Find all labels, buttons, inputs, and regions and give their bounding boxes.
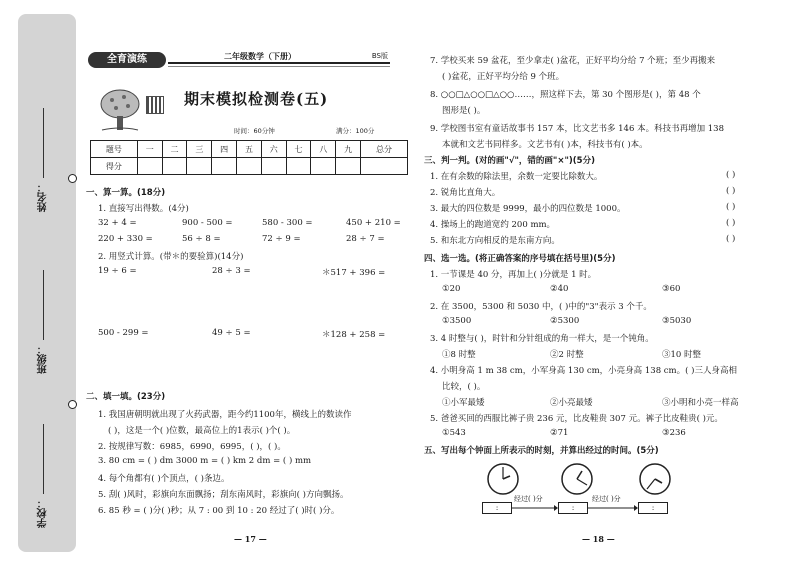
choice-option: ③小明和小亮一样高 — [662, 398, 739, 408]
score-cell[interactable] — [212, 158, 237, 175]
school-field[interactable]: 学校： — [28, 424, 58, 528]
score-row — [91, 141, 408, 158]
score-cell[interactable] — [162, 158, 187, 175]
page-title: 期末模拟检测卷(五) — [184, 90, 329, 108]
score-cell: 题号 — [91, 141, 138, 158]
calc-item: 32 + 4 = — [98, 218, 137, 228]
binding-strip — [18, 14, 76, 552]
score-cell: 二 — [162, 141, 187, 158]
answer-paren[interactable]: ( ) — [726, 202, 736, 212]
score-cell: 八 — [311, 141, 336, 158]
fill-1a: 1. 我国唐朝明就出现了火药武器，距今约1100年，横线上的数读作 — [98, 410, 352, 420]
answer-paren[interactable]: ( ) — [726, 234, 736, 244]
vertical-calc-item: 49 ÷ 5 = — [212, 328, 251, 338]
choice-option: ②40 — [550, 284, 569, 294]
binding-hole — [68, 400, 77, 409]
fill-7b: ( )盆花，正好平均分给 9 个班。 — [442, 72, 565, 82]
fill-4: 4. 每个角都有( )个顶点，( )条边。 — [98, 474, 230, 484]
choice-option: ①20 — [442, 284, 461, 294]
answer-paren[interactable]: ( ) — [726, 218, 736, 228]
choice-option: ①3500 — [442, 316, 472, 326]
fill-5: 5. 刮( )风时，彩旗向东面飘扬；刮东南风时，彩旗向( )方向飘扬。 — [98, 490, 349, 500]
choice-option: ③60 — [662, 284, 681, 294]
choice-option: ①小军最矮 — [442, 398, 485, 408]
elapsed-label-2: 经过( )分 — [592, 495, 621, 503]
judge-statement: 4. 操场上的跑道宽约 200 mm。 — [430, 220, 556, 230]
score-cell: 总分 — [361, 141, 408, 158]
judge-statement: 1. 在有余数的除法里，余数一定要比除数大。 — [430, 172, 603, 182]
choice-option: ②5300 — [550, 316, 580, 326]
score-cell: 六 — [261, 141, 286, 158]
vertical-calc-item: 500 - 299 = — [98, 328, 149, 338]
choice-5: 5. 爸爸买回的西服比裤子贵 236 元，比皮鞋贵 307 元。裤子比皮鞋贵( )元。 — [430, 414, 723, 424]
vertical-calc-item: 19 ÷ 6 = — [98, 266, 137, 276]
choice-option: ③10 时整 — [662, 350, 702, 360]
section-4-heading: 四、选一选。(将正确答案的序号填在括号里)(5分) — [424, 254, 616, 264]
section-1-heading: 一、算一算。(18分) — [86, 188, 166, 198]
judge-statement: 2. 锐角比直角大。 — [430, 188, 501, 198]
full-score: 满分：100分 — [336, 127, 375, 135]
page-header — [88, 52, 388, 72]
calc-item: 56 ÷ 8 = — [182, 234, 221, 244]
score-cell[interactable] — [361, 158, 408, 175]
time-box-2[interactable]: : — [558, 502, 588, 514]
choice-4b: 比较，( )。 — [442, 382, 486, 392]
clock-face-3 — [638, 462, 672, 496]
choice-option: ②小亮最矮 — [550, 398, 593, 408]
fill-1b: ( )，这是一个( )位数，最高位上的1表示( )个( )。 — [108, 426, 296, 436]
choice-option: ①8 时整 — [442, 350, 476, 360]
score-row — [91, 158, 408, 175]
section-3-heading: 三、判一判。(对的画"√"，错的画"×")(5分) — [424, 156, 595, 166]
fill-8a: 8. ○○□△○○□△○○……，照这样下去，第 30 个图形是( )，第 48 个 — [430, 90, 701, 100]
tree-illustration-icon — [98, 88, 142, 132]
vertical-calc-item: ＊517 + 396 = — [322, 268, 386, 278]
fill-3: 3. 80 cm = ( ) dm 3000 m = ( ) km 2 dm = ( ) mm — [98, 456, 312, 466]
choice-option: ①543 — [442, 428, 466, 438]
page-number: — 18 — — [582, 534, 615, 544]
choice-option: ②71 — [550, 428, 569, 438]
elapsed-label-1: 经过( )分 — [514, 495, 543, 503]
choice-4a: 4. 小明身高 1 m 38 cm，小军身高 130 cm，小亮身高 138 cm。( )三人身高相 — [430, 366, 737, 376]
choice-3: 3. 4 时整与( )，时针和分针组成的角一样大，是一个钝角。 — [430, 334, 654, 344]
brand-logo: 全育演练 — [88, 52, 166, 68]
fill-7a: 7. 学校买来 59 盆花，至少拿走( )盆花，正好平均分给 7 个班；至少再搬来 — [430, 56, 716, 66]
score-table — [90, 140, 408, 175]
section-5-heading: 五、写出每个钟面上所表示的时刻，并算出经过的时间。(5分) — [424, 446, 659, 456]
fill-9b: 本就和文艺书同样多。文艺书有( )本，科技书有( )本。 — [442, 140, 648, 150]
score-cell: 一 — [137, 141, 162, 158]
score-cell[interactable] — [286, 158, 311, 175]
vertical-calc-item: ＊128 + 258 = — [322, 330, 386, 340]
calc-item: 580 - 300 = — [262, 218, 313, 228]
score-cell[interactable] — [137, 158, 162, 175]
score-cell[interactable] — [187, 158, 212, 175]
choice-option: ②2 时整 — [550, 350, 584, 360]
section-2-heading: 二、填一填。(23分) — [86, 392, 166, 402]
answer-paren[interactable]: ( ) — [726, 186, 736, 196]
answer-paren[interactable]: ( ) — [726, 170, 736, 180]
calc-item: 220 + 330 = — [98, 234, 153, 244]
choice-option: ③5030 — [662, 316, 692, 326]
score-cell: 七 — [286, 141, 311, 158]
clock-face-2 — [560, 462, 594, 496]
class-field[interactable]: 班级： — [28, 270, 58, 374]
judge-statement: 5. 和东北方向相反的是东南方向。 — [430, 236, 560, 246]
clock-face-1 — [486, 462, 520, 496]
binding-hole — [68, 174, 77, 183]
score-cell: 五 — [237, 141, 262, 158]
time-limit: 时间：60分钟 — [234, 127, 275, 135]
fill-6: 6. 85 秒 = ( )分( )秒；从 7 : 00 到 10 : 20 经过了( )时( )分。 — [98, 506, 340, 516]
time-box-3[interactable]: : — [638, 502, 668, 514]
score-cell: 四 — [212, 141, 237, 158]
qr-code-icon — [146, 96, 164, 114]
score-cell: 三 — [187, 141, 212, 158]
calc-item: 900 - 500 = — [182, 218, 233, 228]
page-17 — [84, 0, 406, 566]
score-cell[interactable] — [336, 158, 361, 175]
question-1-1: 1. 直接写出得数。(4分) — [98, 204, 189, 214]
question-1-2: 2. 用竖式计算。(带＊的要验算)(14分) — [98, 252, 244, 262]
choice-1: 1. 一节课是 40 分，再加上( )分就是 1 时。 — [430, 270, 597, 280]
calc-item: 450 + 210 = — [346, 218, 401, 228]
choice-option: ③236 — [662, 428, 686, 438]
score-cell[interactable] — [261, 158, 286, 175]
fill-9a: 9. 学校图书室有童话故事书 157 本，比文艺书多 146 本。科技书再增加 138 — [430, 124, 724, 134]
subject-label: 二年级数学（下册） — [224, 52, 296, 61]
vertical-calc-item: 28 ÷ 3 = — [212, 266, 251, 276]
fill-2: 2. 按规律写数：6985，6990，6995，( )，( )。 — [98, 442, 286, 452]
time-box-1[interactable]: : — [482, 502, 512, 514]
score-cell[interactable]: 得分 — [91, 158, 138, 175]
score-cell[interactable] — [311, 158, 336, 175]
version-label: BS版 — [371, 52, 388, 60]
score-cell: 九 — [336, 141, 361, 158]
page-number: — 17 — — [234, 534, 267, 544]
choice-2: 2. 在 3500，5300 和 5030 中，( )中的"3"表示 3 个千。 — [430, 302, 652, 312]
calc-item: 72 ÷ 9 = — [262, 234, 301, 244]
fill-8b: 图形是( )。 — [442, 106, 486, 116]
page-18 — [424, 0, 775, 566]
judge-statement: 3. 最大的四位数是 9999，最小的四位数是 1000。 — [430, 204, 626, 214]
calc-item: 28 ÷ 7 = — [346, 234, 385, 244]
score-cell[interactable] — [237, 158, 262, 175]
name-field[interactable]: 姓名： — [28, 108, 58, 212]
